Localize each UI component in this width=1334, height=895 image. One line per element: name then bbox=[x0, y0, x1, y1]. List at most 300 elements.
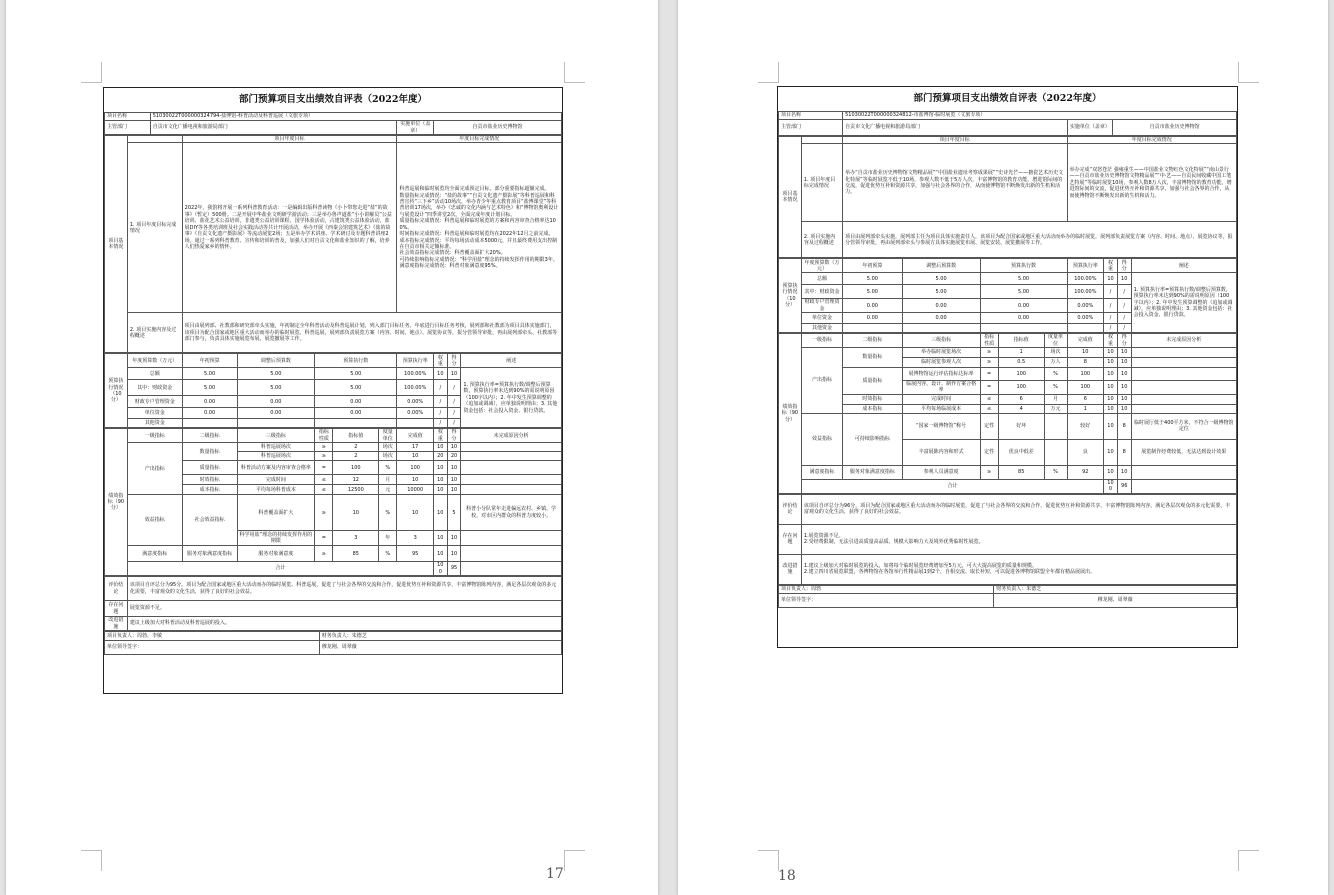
perf-level2: 质量指标 bbox=[182, 461, 237, 475]
budget-cell: / bbox=[1104, 285, 1118, 299]
perf-level3: 平均每场科普成本 bbox=[237, 485, 315, 495]
measure-text: 建议上级加大对科普活动及科普巡展的投入。 bbox=[127, 617, 561, 631]
perf-note bbox=[461, 461, 562, 475]
budget-header: 预算执行率 bbox=[1067, 259, 1104, 273]
budget-cell: 0.00 bbox=[315, 396, 397, 408]
perf-cell: 10 bbox=[433, 461, 447, 475]
perf-note: 临时展厅低于400平方米，不符合一级博物馆定位 bbox=[1131, 413, 1236, 439]
perf-note bbox=[1131, 465, 1236, 479]
done-text: 科普巡展和临时展览均全面完成预定目标，部分重要指标超额完成。 数量指标完成情况：“盐的故事”“自贡文化遗产摄影展”等科普巡展和科普宣传“三下乡”活动10场次，举办青少年重点教育项目“盐博课堂”等科普培训17场次，举办《忠诚的文化内涵与艺术特色》和“博物馆奥利设计与展览设计”四季讲堂2次，全面完成年度计划目标。 质量指标完成情况：科普巡展和临时展览的方案和内容审查合格率达100%。 时间指标完成情况：科普巡展和临时展览均在2022年12月之前完成。 成本指标完成情况：平均每场活动成本5000元，并且最终费用支出控制在自贡市相关定额标准。 社会效益指标完成情况：科普覆盖面扩大20%。 可持续影响指标完成情况：“科学用盐”理念的持续发挥作用的期限3年。 满意度指标完成情况：科普对象满意度95%。 bbox=[397, 143, 562, 313]
budget-header: 得分 bbox=[1117, 259, 1131, 273]
budget-header: 预算执行数 bbox=[315, 354, 397, 368]
finance-leader: 财务负责人：朱德芝 bbox=[319, 632, 561, 641]
perf-header: 三级指标 bbox=[237, 429, 315, 443]
budget-header: 年初预算 bbox=[182, 354, 237, 368]
budget-header: 调整后预算数 bbox=[237, 354, 315, 368]
perf-note bbox=[461, 485, 562, 495]
perf-done: 10 bbox=[397, 452, 434, 461]
perf-cell: 6 bbox=[998, 394, 1044, 404]
page-number: 17 bbox=[546, 866, 564, 882]
perf-cell: 10 bbox=[1104, 348, 1118, 358]
basic-info-label: 项目基本情况 bbox=[105, 136, 128, 353]
budget-cell: 0.00% bbox=[397, 408, 434, 419]
perf-header: 权重 bbox=[1104, 334, 1118, 348]
perf-level3: 科普覆盖面扩大 bbox=[237, 495, 315, 531]
perf-level3: 科普巡展场次 bbox=[237, 452, 315, 461]
perf-label: 绩效指标（90分） bbox=[105, 429, 128, 576]
perf-header: 二级指标 bbox=[182, 429, 237, 443]
budget-cell: 10 bbox=[447, 368, 461, 380]
budget-row-label: 单位资金 bbox=[127, 408, 182, 419]
perf-level3: 参观人员满意度 bbox=[902, 465, 980, 479]
perf-cell: 10 bbox=[1117, 465, 1131, 479]
document-page-17 bbox=[6, 0, 658, 895]
perf-note: 科普小分队常年走进偏远农村、乡镇、学校，对市区内群众的科普力度较小。 bbox=[461, 495, 562, 531]
total-label: 合计 bbox=[127, 562, 433, 576]
total-score: 96 bbox=[1117, 479, 1131, 493]
perf-done: 8 bbox=[1067, 358, 1104, 368]
perf-note bbox=[461, 475, 562, 485]
perf-cell: 4 bbox=[998, 404, 1044, 413]
total-label: 合计 bbox=[801, 479, 1103, 493]
budget-cell: / bbox=[1104, 313, 1118, 324]
budget-cell: 10 bbox=[433, 368, 447, 380]
perf-header: 权重 bbox=[433, 429, 447, 443]
budget-cell: 0.00 bbox=[843, 299, 903, 313]
budget-cell: 0.00 bbox=[315, 408, 397, 419]
perf-level3: “国家一级博物馆”称号 bbox=[902, 413, 980, 439]
perf-level3: 科普活动方案及内容审查合格率 bbox=[237, 461, 315, 475]
perf-cell: 年 bbox=[379, 531, 397, 546]
goal-header: 项目年度目标 bbox=[182, 136, 397, 143]
budget-cell bbox=[1067, 324, 1104, 333]
perf-cell: ≥ bbox=[315, 452, 333, 461]
perf-header: 指标性质 bbox=[980, 334, 998, 348]
perf-cell: 10 bbox=[1104, 368, 1118, 381]
budget-cell: 0.00 bbox=[237, 408, 315, 419]
perf-note bbox=[1131, 358, 1236, 368]
perf-level2: 时效指标 bbox=[182, 475, 237, 485]
perf-level3: 服务对象满意度 bbox=[237, 546, 315, 562]
perf-cell: 10 bbox=[1117, 368, 1131, 381]
perf-cell: 10 bbox=[433, 475, 447, 485]
perf-cell: % bbox=[1044, 381, 1067, 395]
finance-leader: 财务负责人：朱德芝 bbox=[994, 585, 1237, 593]
perf-cell: 100 bbox=[998, 381, 1044, 395]
perf-level1: 效益指标 bbox=[127, 495, 182, 546]
eval-text: 该项目自评总分为95分。项目为配合国家或地区重大活动而办的临时展览、科普巡展，促进了与社会各界的交流和合作，促进优势互补和资源共享，丰富博物馆陈列内容，满足各层次观众的多元化需要，丰富观众的文化生活，获得了良好的社会效益。 bbox=[127, 577, 561, 601]
perf-done: 17 bbox=[397, 443, 434, 452]
crop-mark bbox=[81, 62, 102, 83]
budget-cell: / bbox=[433, 396, 447, 408]
signature-table bbox=[104, 631, 562, 655]
crop-mark bbox=[1238, 62, 1259, 83]
budget-cell bbox=[397, 419, 434, 428]
budget-header: 年度预算数（万元） bbox=[127, 354, 182, 368]
perf-level1: 效益指标 bbox=[801, 413, 842, 465]
perf-note bbox=[461, 452, 562, 461]
sign-value: 穆龙刚、周翠薇 bbox=[994, 593, 1237, 607]
budget-cell: 100.00% bbox=[397, 380, 434, 396]
perf-note bbox=[461, 546, 562, 562]
perf-cell: 10 bbox=[447, 443, 461, 452]
budget-cell: / bbox=[433, 380, 447, 396]
budget-cell: 100.00% bbox=[1067, 273, 1104, 285]
budget-cell: 0.00 bbox=[843, 313, 903, 324]
perf-cell: 10 bbox=[1104, 394, 1118, 404]
project-leader: 项目负责人：周勃 bbox=[779, 585, 994, 593]
perf-cell: 定性 bbox=[980, 413, 998, 439]
perf-cell: 万人 bbox=[1044, 358, 1067, 368]
perf-cell: 优良中低差 bbox=[998, 439, 1044, 465]
perf-cell: 10 bbox=[447, 461, 461, 475]
perf-level3: 科普巡展场次 bbox=[237, 443, 315, 452]
eval-label: 评价结论 bbox=[779, 494, 802, 524]
perf-cell: 2 bbox=[333, 443, 379, 452]
perf-level3: 展博物馆运行评估指标达标率 bbox=[902, 368, 980, 381]
budget-cell: 5.00 bbox=[980, 285, 1067, 299]
budget-cell: / bbox=[433, 419, 447, 428]
perf-cell: 万元 bbox=[1044, 404, 1067, 413]
perf-cell bbox=[1044, 439, 1067, 465]
perf-cell: 月 bbox=[1044, 394, 1067, 404]
perf-cell: 20 bbox=[433, 452, 447, 461]
budget-cell: / bbox=[447, 408, 461, 419]
perf-level1: 满意度指标 bbox=[801, 465, 842, 479]
eval-text: 该项目自评总分为96分。项目为配合国家或地区重大活动而办的临时展览，促进了与社会各界的交流和合作，促进优势互补和资源共享，丰富博物馆陈列内容，满足各层次观众的多元化需要，丰富观众的文化生活，获得了良好的社会效益。 bbox=[801, 494, 1236, 524]
perf-cell: 100 bbox=[998, 368, 1044, 381]
sign-label: 单位领导签字： bbox=[779, 593, 994, 607]
perf-level1: 产出指标 bbox=[127, 443, 182, 495]
perf-cell: ≤ bbox=[315, 485, 333, 495]
perf-note bbox=[1131, 348, 1236, 358]
perf-cell: ≤ bbox=[315, 475, 333, 485]
budget-cell: 0.00 bbox=[902, 299, 980, 313]
perf-cell: % bbox=[379, 461, 397, 475]
total-weight: 100 bbox=[1104, 479, 1118, 493]
budget-note: 1. 预算执行率=预算执行数/调整后预算数，预算执行率未达到90%的需说明原因（100字以内）；2. 年中发生预算调整的（追加或调减），应单独说明理由；3. 其他资金包括：社会投入资金、银行贷款。 bbox=[461, 368, 562, 428]
budget-cell: 5.00 bbox=[315, 380, 397, 396]
perf-cell: 10 bbox=[1104, 404, 1118, 413]
perf-level2: 可持续影响指标 bbox=[843, 413, 903, 465]
perf-cell: 10 bbox=[1104, 413, 1118, 439]
document-page-18 bbox=[678, 0, 1328, 895]
perf-cell: 10 bbox=[1104, 439, 1118, 465]
budget-cell: 0.00 bbox=[182, 396, 237, 408]
perf-note bbox=[461, 531, 562, 546]
perf-level3: 丰富展陈内容和形式 bbox=[902, 439, 980, 465]
budget-note: 1. 预算执行率=预算执行数/调整后预算数，预算执行率未达到90%的需说明原因（100字以内）；2. 年中发生预算调整的（追加或调减），应单独说明理由；3. 其他资金包括：社会投入资金、银行贷款。 bbox=[1131, 273, 1236, 333]
budget-cell: 5.00 bbox=[182, 380, 237, 396]
dept-label: 主管部门 bbox=[105, 121, 151, 135]
perf-cell: 3 bbox=[333, 531, 379, 546]
goal-text: 2022年，我馆将开展一系列科普教育活动：一是编辑出版科普读物《小卜带您走进“盐”的故事》（暂定）500册。二是开展中华盐业文明研学游活动；三是举办鲁声道盐“小小讲解员”公益培训、盐花艺术公益培训，非遗类公益培训课程，国学体验活动，占建筑类公益体验活动，盐展DIY等各类培训班及社会实践活动等共计开展活动，举办开展《西秦会馆建筑艺术》《盐的故事》《自贡文化遗产摄影展》等流动展览2场；五是举办学术讲座、学术研讨及专题科普讲座2场。通过一系列科普教育、宣传和培训的普及，加强人们对自贡文化和盐业知识的了解，培养人们热爱家乡的情怀。 bbox=[182, 143, 397, 313]
perf-header: 三级指标 bbox=[902, 334, 980, 348]
page-number: 18 bbox=[778, 868, 796, 884]
perf-cell: ≥ bbox=[980, 358, 998, 368]
perf-done: 10 bbox=[1067, 348, 1104, 358]
budget-row-label: 财政专户管理资金 bbox=[127, 396, 182, 408]
perf-done: 95 bbox=[397, 546, 434, 562]
perf-done: 6 bbox=[1067, 394, 1104, 404]
done-text: 举办完成“双怒苍茫 强雍重生——中国盐业文物红色文化特展”“南山景行——自贡市盐业历史博物馆文物精品展”“中·艺——自贡民间收藏中国工笔艺特展”等临时展览10场，参观人数8万人次，丰富博物馆的教育功能，增进馆际间的交流，促进优势互补和资源共享，加强与社会各界的合作，从而使博物馆不断焕发出新的生机和活力。 bbox=[1067, 144, 1236, 222]
perf-cell: 10 bbox=[1117, 348, 1131, 358]
budget-cell: / bbox=[1117, 324, 1131, 333]
budget-cell bbox=[315, 419, 397, 428]
perf-note bbox=[1131, 394, 1236, 404]
budget-header: 预算执行数 bbox=[980, 259, 1067, 273]
project-name-label: 项目名称 bbox=[779, 112, 843, 120]
budget-cell: 5.00 bbox=[843, 285, 903, 299]
conclusion-table bbox=[778, 494, 1237, 585]
perf-cell: 100 bbox=[333, 461, 379, 475]
perf-cell: ≥ bbox=[980, 348, 998, 358]
budget-table bbox=[104, 353, 562, 428]
budget-cell: 0.00 bbox=[902, 313, 980, 324]
perf-cell: 0.5 bbox=[998, 358, 1044, 368]
budget-cell: / bbox=[447, 380, 461, 396]
done-header: 年度目标完成情况 bbox=[397, 136, 562, 143]
perf-cell: 20 bbox=[447, 452, 461, 461]
budget-cell: 0.00% bbox=[397, 396, 434, 408]
project-name-value: 51030022T000000324812-市盐博馆-临时展览（文旅专项） bbox=[843, 112, 1237, 120]
budget-cell: / bbox=[1117, 299, 1131, 313]
budget-cell: 5.00 bbox=[182, 368, 237, 380]
budget-cell: 0.00% bbox=[1067, 299, 1104, 313]
perf-cell: 10 bbox=[447, 531, 461, 546]
perf-cell: 8 bbox=[1117, 413, 1131, 439]
perf-note bbox=[1131, 404, 1236, 413]
perf-level3: 科学用盐”理念的持续发挥作用的期限 bbox=[237, 531, 315, 546]
budget-cell: 0.00% bbox=[1067, 313, 1104, 324]
perf-cell: = bbox=[315, 531, 333, 546]
budget-cell: / bbox=[1117, 285, 1131, 299]
perf-done: 1 bbox=[1067, 404, 1104, 413]
perf-header: 得分 bbox=[447, 429, 461, 443]
perf-header: 指标性质 bbox=[315, 429, 333, 443]
perf-done: 10 bbox=[397, 475, 434, 485]
budget-cell: 5.00 bbox=[902, 273, 980, 285]
dept-label: 主管部门 bbox=[779, 120, 843, 136]
perf-note bbox=[1131, 381, 1236, 395]
perf-header: 指标值 bbox=[998, 334, 1044, 348]
perf-cell: % bbox=[379, 546, 397, 562]
problem-text: 1.展览资源不足。 2.受经费限制，无法引进高质量高品质、规模大影响力大及境外优秀临时性展览。 bbox=[801, 524, 1236, 554]
perf-cell: 定性 bbox=[980, 439, 998, 465]
perf-level2: 质量指标 bbox=[843, 368, 903, 395]
budget-table bbox=[778, 258, 1237, 333]
total-score: 95 bbox=[447, 562, 461, 576]
perf-level2: 服务对象满意度指标 bbox=[843, 465, 903, 479]
crop-mark bbox=[564, 850, 585, 871]
perf-cell: 10 bbox=[433, 443, 447, 452]
budget-cell: 100.00% bbox=[1067, 285, 1104, 299]
dept-value: 自贡市文化广播电视和旅游局部门 bbox=[150, 121, 397, 135]
perf-level2: 成本指标 bbox=[843, 404, 903, 413]
goal-row-label: 1. 项目年度目标完成情况 bbox=[801, 144, 842, 222]
perf-cell: ≥ bbox=[315, 495, 333, 531]
perf-done: 100 bbox=[1067, 368, 1104, 381]
perf-cell: 元 bbox=[379, 485, 397, 495]
evaluation-form bbox=[777, 86, 1238, 648]
measure-text: 1.建议上级加大对临时展览的投入，如将每个临时展览经费增加至5万元，可大大提高展览的质量和规模。 2.建立四川省展览联盟，各博物馆在各馆举行性精品展1到2个，自相交流、取长补短，可以促进各博物馆联盟全年都有精品展展出。 bbox=[801, 554, 1236, 584]
impl-unit-value: 自贡市盐业历史博物馆 bbox=[434, 121, 562, 135]
perf-note: 展览制作经费较低，无法达到设计效果 bbox=[1131, 439, 1236, 465]
budget-cell bbox=[902, 324, 980, 333]
perf-cell: 2 bbox=[333, 452, 379, 461]
perf-level1: 产出指标 bbox=[801, 348, 842, 414]
perf-cell: 月 bbox=[379, 475, 397, 485]
perf-cell: 场次 bbox=[1044, 348, 1067, 358]
budget-cell: 0.00 bbox=[237, 396, 315, 408]
perf-note bbox=[1131, 368, 1236, 381]
impl-unit-label: 实施单位（盖章） bbox=[397, 121, 434, 135]
perf-cell: = bbox=[315, 461, 333, 475]
measure-label: 改进措施 bbox=[779, 554, 802, 584]
budget-cell bbox=[182, 419, 237, 428]
perf-cell: 场次 bbox=[379, 443, 397, 452]
perf-cell: 10 bbox=[433, 485, 447, 495]
budget-cell bbox=[980, 324, 1067, 333]
perf-level3: 完成时间 bbox=[902, 394, 980, 404]
perf-cell: 10 bbox=[433, 531, 447, 546]
budget-row-label: 其中：财政资金 bbox=[801, 285, 842, 299]
perf-cell: 10 bbox=[447, 546, 461, 562]
perf-cell: 10 bbox=[1117, 394, 1131, 404]
perf-cell: = bbox=[980, 368, 998, 381]
perf-cell: 好坏 bbox=[998, 413, 1044, 439]
perf-level3: 完成时间 bbox=[237, 475, 315, 485]
perf-done: 较好 bbox=[1067, 413, 1104, 439]
budget-header: 调整后预算数 bbox=[902, 259, 980, 273]
eval-label: 评价结论 bbox=[105, 577, 128, 601]
perf-level3: 临时展览参观人次 bbox=[902, 358, 980, 368]
perf-cell: % bbox=[1044, 368, 1067, 381]
budget-cell: / bbox=[1104, 324, 1118, 333]
basic-info-table bbox=[778, 136, 1237, 258]
perf-cell: 10 bbox=[1104, 465, 1118, 479]
project-leader: 项目负责人：周勃、李敏 bbox=[105, 632, 320, 641]
form-title: 部门预算项目支出绩效自评表（2022年度） bbox=[913, 93, 1102, 104]
budget-cell: 5.00 bbox=[902, 285, 980, 299]
perf-level2: 数量指标 bbox=[843, 348, 903, 368]
perf-header: 指标值 bbox=[333, 429, 379, 443]
perf-cell: 10 bbox=[433, 546, 447, 562]
budget-row-label: 单位资金 bbox=[801, 313, 842, 324]
budget-cell: / bbox=[1117, 313, 1131, 324]
perf-cell: % bbox=[1044, 465, 1067, 479]
budget-header: 阐述 bbox=[1131, 259, 1236, 273]
perf-level2: 服务对象满意度指标 bbox=[182, 546, 237, 562]
perf-done: 100 bbox=[1067, 381, 1104, 395]
perf-level2: 时效指标 bbox=[843, 394, 903, 404]
goal-header: 项目年度目标 bbox=[843, 137, 1067, 144]
perf-cell: 8 bbox=[1117, 439, 1131, 465]
perf-header: 一级指标 bbox=[127, 429, 182, 443]
budget-header: 预算执行率 bbox=[397, 354, 434, 368]
perf-header: 完成值 bbox=[1067, 334, 1104, 348]
header-table bbox=[104, 112, 562, 135]
budget-cell: 0.00 bbox=[980, 313, 1067, 324]
budget-header: 年初预算 bbox=[843, 259, 903, 273]
perf-cell: 12500 bbox=[333, 485, 379, 495]
perf-done: 100 bbox=[397, 461, 434, 475]
perf-cell: 10 bbox=[1117, 404, 1131, 413]
perf-cell: % bbox=[379, 495, 397, 531]
budget-cell: 10 bbox=[1104, 273, 1118, 285]
perf-header: 度量单位 bbox=[379, 429, 397, 443]
perf-done: 10 bbox=[397, 495, 434, 531]
budget-cell: / bbox=[1104, 299, 1118, 313]
perf-done: 良 bbox=[1067, 439, 1104, 465]
perf-level2: 社会效益指标 bbox=[182, 495, 237, 546]
done-header: 年度目标完成情况 bbox=[1067, 137, 1236, 144]
header-table bbox=[778, 111, 1237, 136]
goal-text: 举办“自贡市盐业历史博物馆文物精品展”“中国盐业遗址考察成果展”“史诗光芒——搪瓷艺术历史文化特展”等临时展览不低于10场，参观人数不低于5万人次，丰富博物馆的教育功能，增进馆际间的交流，促进优势互补和资源共享，加强与社会各界的合作，从而使博物馆不断焕发出新的生机和活力。 bbox=[843, 144, 1067, 222]
perf-level3: 临展内容、设计、制作方案合格率 bbox=[902, 381, 980, 395]
budget-cell: 10 bbox=[1117, 273, 1131, 285]
budget-cell bbox=[843, 324, 903, 333]
performance-table bbox=[778, 333, 1237, 493]
form-title: 部门预算项目支出绩效自评表（2022年度） bbox=[239, 94, 427, 105]
impl-text: 项目由展列部牵头实施，展列部主任为项目具体实施责任人，该项目为配合国家或地区重大活动而举办的临时展览，展列部负责展览方案（内容、时间、地点）、展览协议等，报分管领导审批，再由展列部牵头与参展方具体实施展览布展、展览安装、展览撤展等工作。 bbox=[843, 222, 1237, 258]
project-name-label: 项目名称 bbox=[105, 113, 151, 121]
perf-level2: 数量指标 bbox=[182, 443, 237, 461]
perf-level2: 成本指标 bbox=[182, 485, 237, 495]
budget-cell: / bbox=[433, 408, 447, 419]
perf-done: 92 bbox=[1067, 465, 1104, 479]
perf-header: 一级指标 bbox=[801, 334, 842, 348]
perf-cell: 10 bbox=[1104, 358, 1118, 368]
budget-header: 阐述 bbox=[461, 354, 562, 368]
crop-mark bbox=[758, 850, 779, 871]
perf-cell: 10 bbox=[447, 475, 461, 485]
problem-label: 存在问题 bbox=[105, 601, 128, 617]
problem-label: 存在问题 bbox=[779, 524, 802, 554]
budget-row-label: 其中：财政资金 bbox=[127, 380, 182, 396]
budget-cell: 0.00 bbox=[182, 408, 237, 419]
perf-header: 完成值 bbox=[397, 429, 434, 443]
crop-mark bbox=[1238, 850, 1259, 871]
basic-info-label: 项目基本情况 bbox=[779, 137, 802, 258]
perf-cell bbox=[1044, 413, 1067, 439]
budget-header: 年度预算数（万元） bbox=[801, 259, 842, 273]
sign-value: 穆龙刚、周翠薇 bbox=[319, 641, 561, 655]
budget-cell: 5.00 bbox=[315, 368, 397, 380]
budget-cell: / bbox=[447, 419, 461, 428]
perf-cell: 10 bbox=[1117, 381, 1131, 395]
problem-text: 展览资源不足。 bbox=[127, 601, 561, 617]
budget-row-label: 财政专户管理资金 bbox=[801, 299, 842, 313]
measure-label: 改进措施 bbox=[105, 617, 128, 631]
perf-cell: ≤ bbox=[980, 394, 998, 404]
perf-cell: 10 bbox=[433, 495, 447, 531]
budget-cell: 5.00 bbox=[980, 273, 1067, 285]
budget-cell: 5.00 bbox=[237, 368, 315, 380]
budget-cell: 100.00% bbox=[397, 368, 434, 380]
goal-row-label: 1. 项目年度目标完成情况 bbox=[127, 143, 182, 313]
perf-cell: 场次 bbox=[379, 452, 397, 461]
perf-done: 3 bbox=[397, 531, 434, 546]
crop-mark bbox=[758, 62, 779, 83]
impl-row-label: 2. 项目实施内容及过程概述 bbox=[801, 222, 842, 258]
budget-cell: 5.00 bbox=[237, 380, 315, 396]
budget-row-label: 其他资金 bbox=[127, 419, 182, 428]
perf-cell: 10 bbox=[447, 485, 461, 495]
impl-unit-value: 自贡市盐业历史博物馆 bbox=[1113, 120, 1237, 136]
perf-header: 得分 bbox=[1117, 334, 1131, 348]
perf-cell: = bbox=[980, 381, 998, 395]
